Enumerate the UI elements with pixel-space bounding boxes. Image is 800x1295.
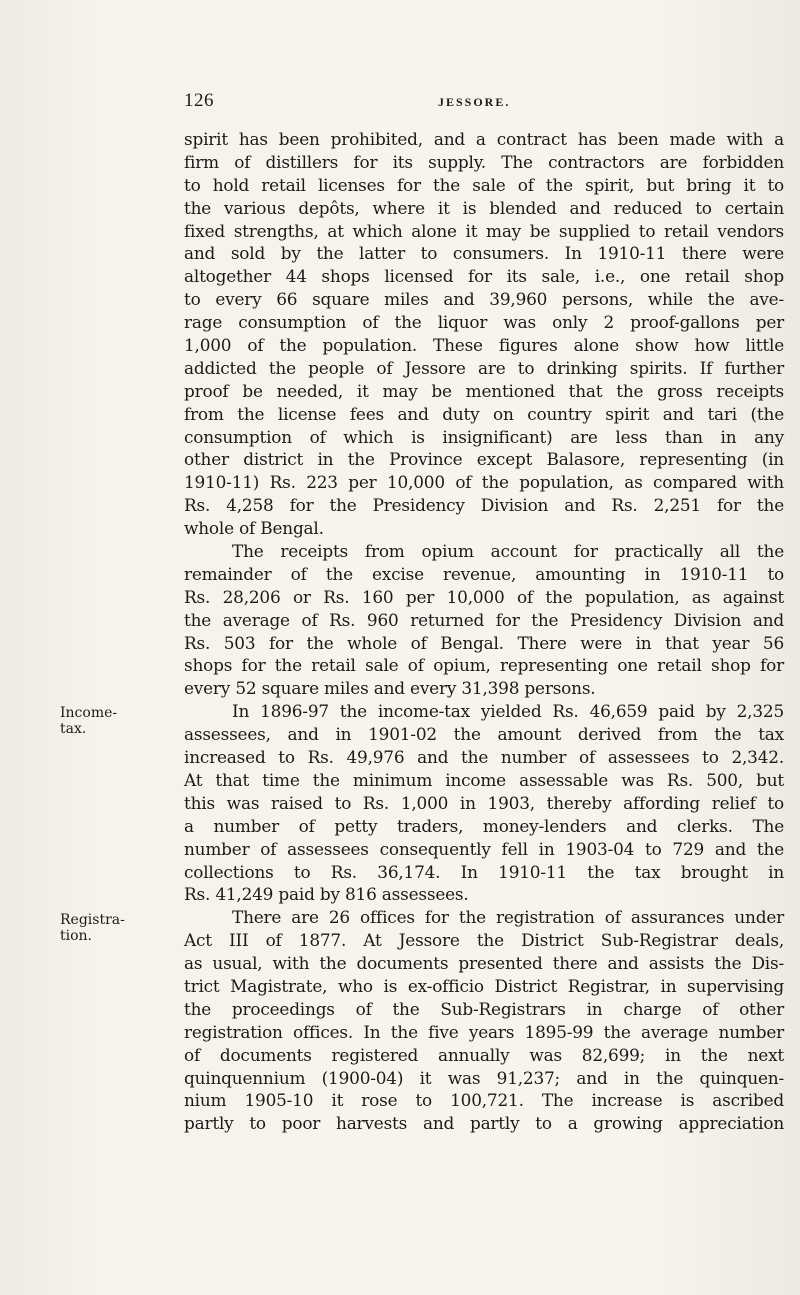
margin-note-registration [60, 912, 140, 944]
text-line: whole of Bengal. [184, 518, 324, 539]
text-line: other district in the Province except Balasore, representing (in [184, 449, 784, 470]
text-line: every 52 square miles and every 31,398 persons. [184, 678, 596, 699]
text-line: to hold retail licenses for the sale of the spirit, but bring it to [184, 174, 784, 195]
text-line: 1,000 of the population. These figures alone show how little [184, 335, 784, 356]
text-line: proof be needed, it may be mentioned that the gross receipts [184, 380, 784, 401]
page-number: 126 [184, 90, 214, 111]
text-line: Rs. 28,206 or Rs. 160 per 10,000 of the population, as against [184, 586, 784, 607]
margin-note-line: tax. [60, 721, 87, 737]
text-line: assessees, and in 1901-02 the amount derived from the tax [184, 724, 784, 745]
text-line: number of assessees consequently fell in 1903-04 to 729 and the [184, 838, 784, 859]
text-line: this was raised to Rs. 1,000 in 1903, thereby affording relief to [184, 792, 784, 813]
text-line: Rs. 41,249 paid by 816 assessees. [184, 884, 469, 905]
text-line: Rs. 503 for the whole of Bengal. There were in that year 56 [184, 632, 784, 653]
text-line: There are 26 offices for the registration of assurances under [232, 907, 784, 928]
text-line: shops for the retail sale of opium, representing one retail shop for [184, 655, 784, 676]
text-line: firm of distillers for its supply. The contractors are forbidden [184, 151, 784, 172]
text-line: 1910-11) Rs. 223 per 10,000 of the population, as compared with [184, 472, 784, 493]
text-line: and sold by the latter to consumers. In 1910-11 there were [184, 243, 784, 264]
text-line: In 1896-97 the income-tax yielded Rs. 46,659 paid by 2,325 [232, 701, 784, 722]
text-line: consumption of which is insignificant) are less than in any [184, 426, 784, 447]
body-text [184, 128, 784, 1135]
text-line: nium 1905-10 it rose to 100,721. The increase is ascribed [184, 1090, 784, 1111]
text-line: At that time the minimum income assessable was Rs. 500, but [184, 769, 784, 790]
text-line: spirit has been prohibited, and a contract has been made with a [184, 129, 784, 149]
text-line: of documents registered annually was 82,699; in the next [184, 1044, 784, 1065]
text-line: The receipts from opium account for practically all the [232, 541, 784, 562]
text-line: the average of Rs. 960 returned for the Presidency Division and [184, 609, 784, 630]
text-line: trict Magistrate, who is ex-officio District Registrar, in supervising [184, 975, 784, 996]
text-line: increased to Rs. 49,976 and the number of assessees to 2,342. [184, 747, 784, 768]
text-line: altogether 44 shops licensed for its sale, i.e., one retail shop [184, 266, 784, 287]
text-line: Act III of 1877. At Jessore the District Sub-Registrar deals, [184, 930, 784, 951]
text-line: the various depôts, where it is blended and reduced to certain [184, 197, 784, 218]
text-line: rage consumption of the liquor was only 2 proof-gallons per [184, 312, 784, 333]
text-line: addicted the people of Jessore are to drinking spirits. If further [184, 357, 784, 378]
text-line: registration offices. In the five years 1895-99 the average number [184, 1021, 784, 1042]
text-line: fixed strengths, at which alone it may be supplied to retail vendors [184, 220, 784, 241]
running-title: JESSORE. [438, 95, 511, 109]
margin-note-line: Registra- [60, 912, 125, 928]
text-line: collections to Rs. 36,174. In 1910-11 the tax brought in [184, 861, 784, 882]
text-line: to every 66 square miles and 39,960 persons, while the ave- [184, 289, 784, 310]
text-line: quinquennium (1900-04) it was 91,237; and in the quinquen- [184, 1067, 784, 1088]
text-line: partly to poor harvests and partly to a growing appreciation [184, 1113, 784, 1134]
margin-note-line: tion. [60, 928, 92, 944]
running-head [0, 90, 800, 116]
text-line: a number of petty traders, money-lenders and clerks. The [184, 815, 784, 836]
margin-note-line: Income- [60, 705, 118, 721]
text-line: as usual, with the documents presented there and assists the Dis- [184, 953, 784, 974]
text-line: Rs. 4,258 for the Presidency Division and Rs. 2,251 for the [184, 495, 784, 516]
margin-note-income-tax [60, 705, 140, 737]
text-line: the proceedings of the Sub-Registrars in charge of other [184, 998, 784, 1019]
text-line: remainder of the excise revenue, amounting in 1910-11 to [184, 563, 784, 584]
text-line: from the license fees and duty on country spirit and tari (the [184, 403, 784, 424]
